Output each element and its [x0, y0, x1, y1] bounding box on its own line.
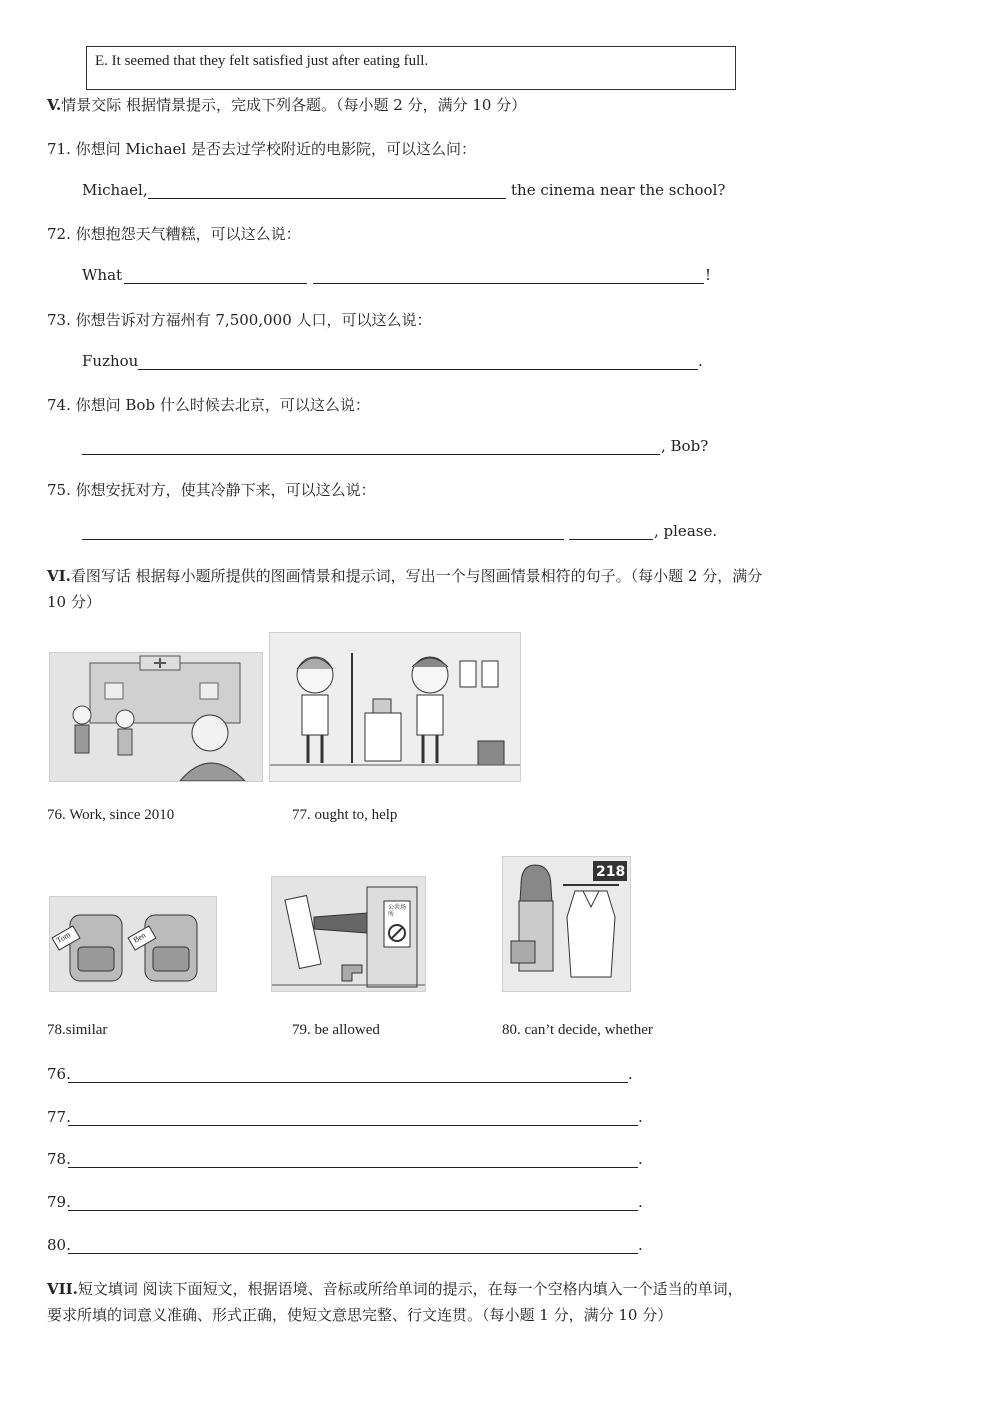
section-5-number: V.	[47, 96, 62, 114]
caption-76: 76. Work, since 2010	[47, 807, 175, 823]
q75-blank-2[interactable]	[569, 539, 653, 540]
option-e-box	[86, 46, 736, 90]
section-7-number: VII.	[47, 1280, 78, 1298]
picture-77-cleaning	[269, 632, 521, 782]
q72-prompt: 72. 你想抱怨天气糟糕，可以这么说：	[47, 225, 301, 243]
no-smoking-sign-text: 公共场所	[388, 904, 407, 918]
answer-79-label: 79.	[47, 1193, 71, 1211]
picture-79-no-smoking	[271, 876, 426, 992]
q72-lead: What	[82, 266, 123, 284]
cleaning-illustration	[270, 633, 520, 781]
section-6-heading	[47, 565, 762, 586]
no-smoking-illustration	[272, 877, 425, 991]
backpacks-illustration	[50, 897, 216, 991]
section-5-title: 情景交际 根据情景提示，完成下列各题。（每小题 2 分，满分 10 分）	[61, 96, 527, 114]
answer-80-line[interactable]	[68, 1253, 638, 1254]
answer-77-line[interactable]	[68, 1125, 638, 1126]
caption-78: 78.similar	[47, 1022, 108, 1038]
bag-tag-ben: Ben	[131, 930, 148, 945]
q74-blank[interactable]	[82, 454, 660, 455]
section-6-title: 看图写话 根据每小题所提供的图画情景和提示词，写出一个与图画情景相符的句子。（每小题 2 分，满分	[70, 567, 763, 585]
section-7-title-cont: 要求所填的词意义准确、形式正确，使短文意思完整、行文连贯。（每小题 1 分，满分 10 分）	[47, 1306, 673, 1324]
caption-77: 77. ought to, help	[292, 807, 398, 823]
q71-prompt: 71. 你想问 Michael 是否去过学校附近的电影院，可以这么问：	[47, 140, 476, 158]
q72-tail: !	[705, 266, 712, 284]
answer-78-period: .	[638, 1150, 643, 1168]
q73-tail: .	[698, 352, 703, 370]
answer-76-period: .	[628, 1065, 633, 1083]
answer-77-period: .	[638, 1108, 643, 1126]
hospital-illustration	[50, 653, 262, 781]
caption-80: 80. can’t decide, whether	[502, 1022, 653, 1038]
q71-tail: the cinema near the school?	[511, 181, 726, 199]
q73-lead: Fuzhou	[82, 352, 139, 370]
q75-blank-1[interactable]	[82, 539, 564, 540]
q74-prompt: 74. 你想问 Bob 什么时候去北京，可以这么说：	[47, 396, 370, 414]
answer-78-line[interactable]	[68, 1167, 638, 1168]
q73-prompt: 73. 你想告诉对方福州有 7,500,000 人口，可以这么说：	[47, 311, 432, 329]
q72-blank-1[interactable]	[124, 283, 307, 284]
option-e-text: E. It seemed that they felt satisfied just after eating full.	[95, 53, 429, 69]
q71-blank[interactable]	[148, 198, 506, 199]
section-6-title-cont: 10 分）	[47, 593, 101, 611]
q74-tail: , Bob?	[661, 437, 709, 455]
answer-79-period: .	[638, 1193, 643, 1211]
q75-prompt: 75. 你想安抚对方，使其冷静下来，可以这么说：	[47, 481, 376, 499]
answer-80-period: .	[638, 1236, 643, 1254]
q75-tail: , please.	[654, 522, 718, 540]
answer-80-label: 80.	[47, 1236, 71, 1254]
caption-79: 79. be allowed	[292, 1022, 380, 1038]
answer-76-label: 76.	[47, 1065, 71, 1083]
answer-77-label: 77.	[47, 1108, 71, 1126]
q73-blank[interactable]	[138, 369, 698, 370]
section-7-title: 短文填词 阅读下面短文，根据语境、音标或所给单词的提示，在每一个空格内填入一个适当的单词，	[77, 1280, 743, 1298]
bus-number-sign: 218	[596, 864, 626, 880]
section-6-number: VI.	[47, 567, 71, 585]
answer-76-line[interactable]	[68, 1082, 628, 1083]
picture-80-shopping	[502, 856, 631, 992]
section-5-heading	[47, 94, 526, 115]
picture-78-backpacks	[49, 896, 217, 992]
answer-78-label: 78.	[47, 1150, 71, 1168]
answer-79-line[interactable]	[68, 1210, 638, 1211]
bag-tag-tom: Tom	[54, 929, 72, 946]
picture-76-hospital	[49, 652, 263, 782]
q71-lead: Michael,	[82, 181, 148, 199]
q72-blank-2[interactable]	[313, 283, 704, 284]
section-7-heading	[47, 1278, 743, 1299]
